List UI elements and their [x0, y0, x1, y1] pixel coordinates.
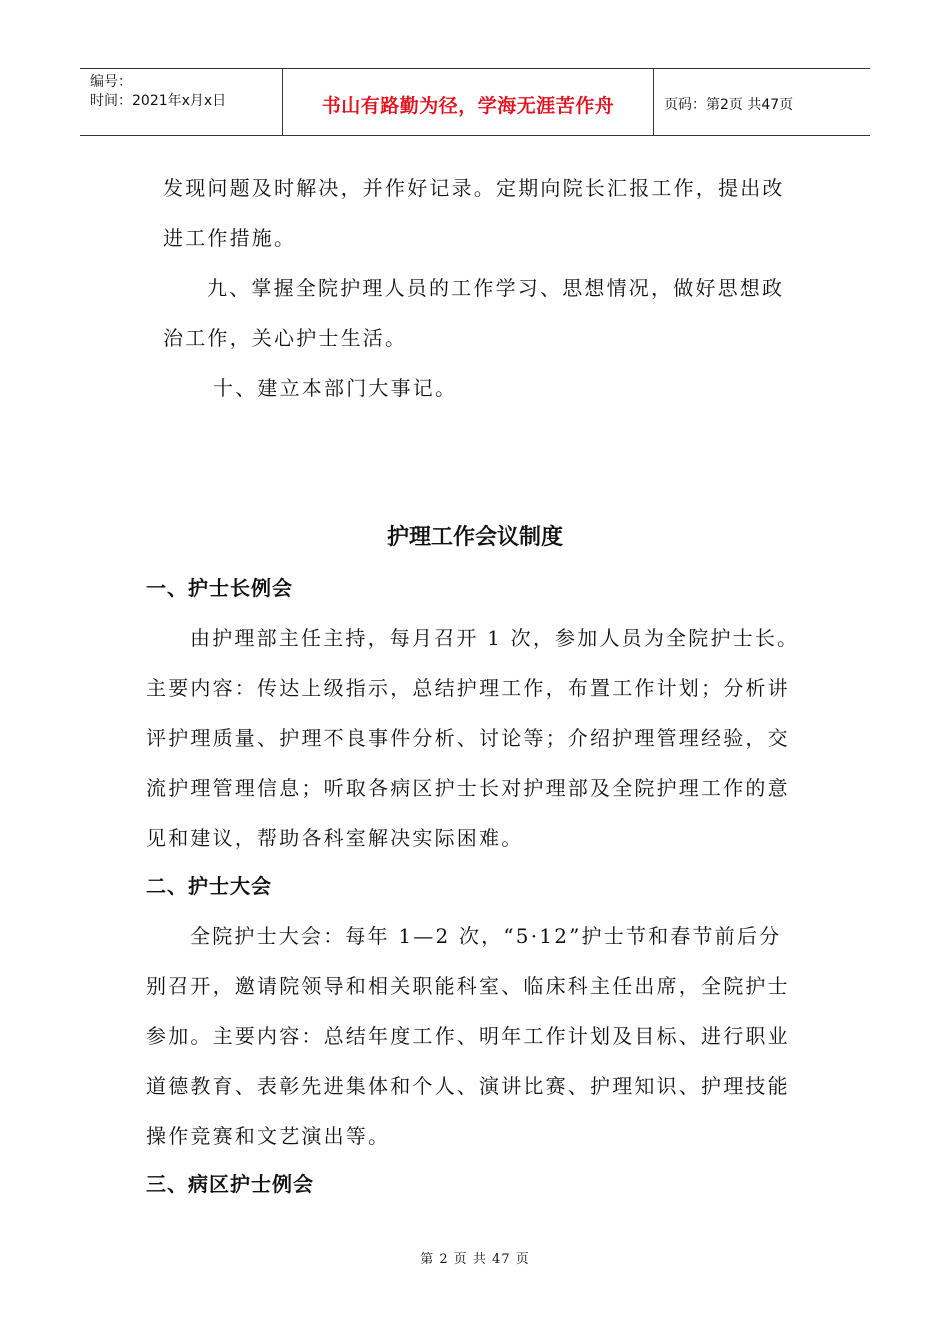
header-page-cell — [654, 69, 870, 135]
body-line: 由护理部主任主持，每月召开 1 次，参加人员为全院护士长。 — [190, 626, 800, 650]
body-line: 主要内容：传达上级指示，总结护理工作，布置工作计划；分析讲 — [146, 676, 790, 700]
body-line: 九、掌握全院护理人员的工作学习、思想情况，做好思想政 — [207, 276, 785, 300]
body-line: 评护理质量、护理不良事件分析、讨论等；介绍护理管理经验，交 — [146, 726, 790, 750]
section-heading: 一、护士长例会 — [146, 576, 293, 600]
page-footer: 第 2 页 共 47 页 — [420, 1252, 530, 1267]
body-line: 全院护士大会：每年 1—2 次，“5·12”护士节和春节前后分 — [190, 924, 782, 948]
body-line: 见和建议，帮助各科室解决实际困难。 — [146, 826, 524, 850]
body-line: 发现问题及时解决，并作好记录。定期向院长汇报工作，提出改 — [163, 176, 785, 200]
body-line: 参加。主要内容：总结年度工作、明年工作计划及目标、进行职业 — [146, 1024, 790, 1048]
number-label: 编号： — [90, 74, 132, 90]
body-line: 道德教育、表彰先进集体和个人、演讲比赛、护理知识、护理技能 — [146, 1074, 790, 1098]
body-line: 操作竞赛和文艺演出等。 — [146, 1124, 391, 1148]
time-label: 时间：2021年x月x日 — [90, 93, 227, 109]
header-meta — [80, 69, 282, 135]
page-number-label: 页码：第2页 共47页 — [664, 97, 794, 113]
body-line: 十、建立本部门大事记。 — [213, 376, 458, 400]
motto-text: 书山有路勤为径，学海无涯苦作舟 — [321, 95, 615, 117]
section-heading: 二、护士大会 — [146, 874, 272, 898]
section-heading: 三、病区护士例会 — [146, 1172, 314, 1196]
page-header — [80, 68, 870, 136]
section-title: 护理工作会议制度 — [386, 525, 563, 550]
body-line: 别召开，邀请院领导和相关职能科室、临床科主任出席，全院护士 — [146, 974, 790, 998]
body-line: 进工作措施。 — [163, 226, 297, 250]
body-line: 流护理管理信息；听取各病区护士长对护理部及全院护理工作的意 — [146, 776, 790, 800]
body-line: 治工作，关心护士生活。 — [163, 326, 408, 350]
header-motto-cell — [282, 69, 654, 135]
